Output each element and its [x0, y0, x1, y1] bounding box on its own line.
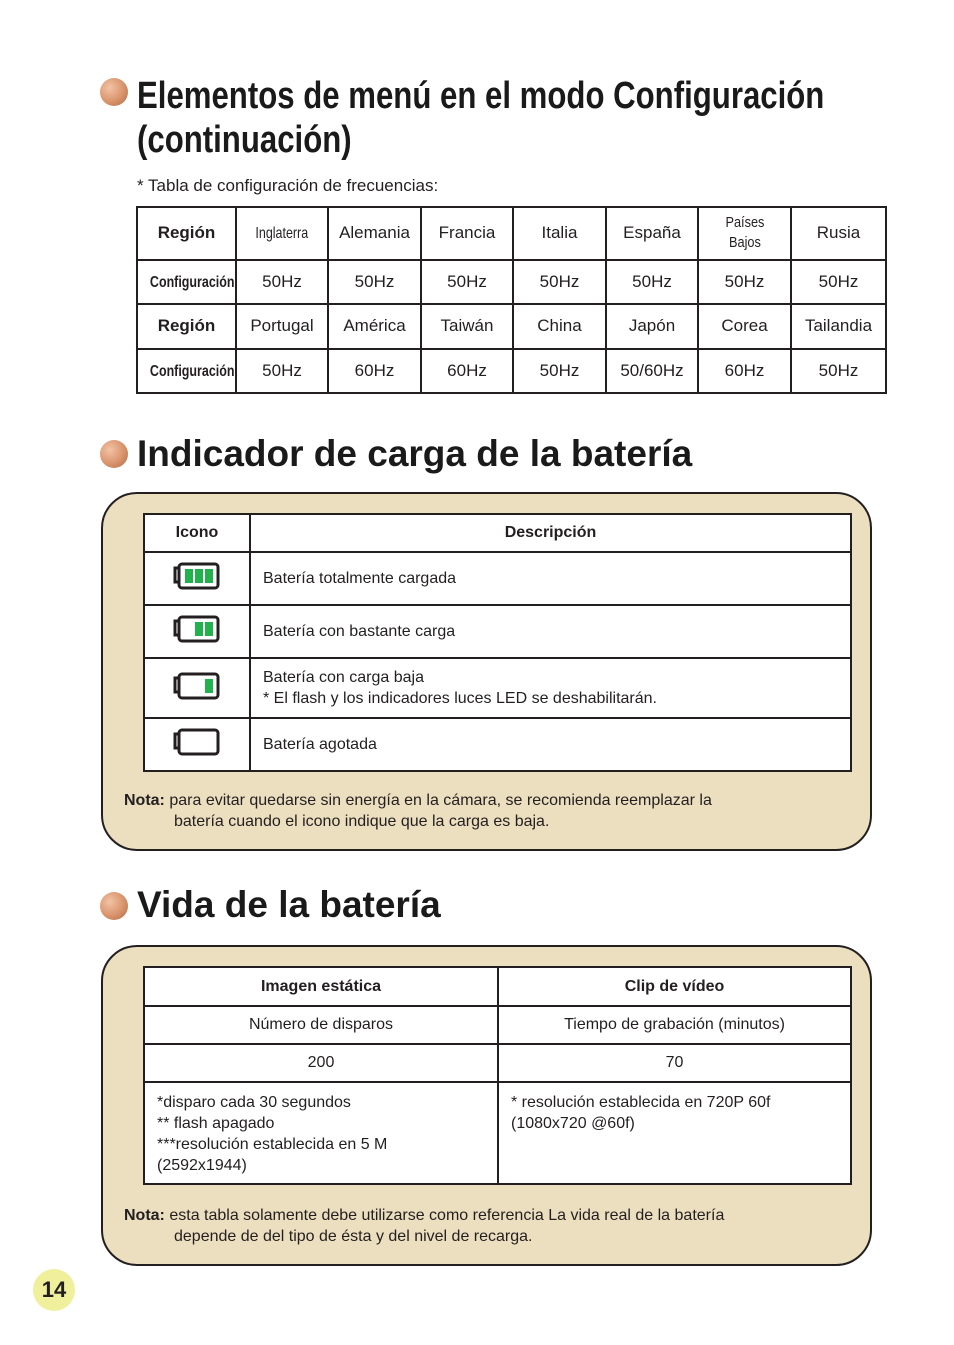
cell-region: China	[513, 304, 606, 348]
cell-region: Francia	[421, 207, 513, 260]
cell-frequency: 50/60Hz	[606, 349, 698, 394]
section2-title: Indicador de carga de la batería	[137, 433, 693, 474]
battery-low-icon	[173, 671, 221, 701]
video-clip-metric: Tiempo de grabación (minutos)	[498, 1006, 851, 1044]
cell-region: Japón	[606, 304, 698, 348]
note-line: ** flash apagado	[157, 1115, 275, 1132]
battery-note	[124, 790, 824, 832]
still-image-notes	[144, 1082, 498, 1184]
section-bullet-icon	[100, 892, 128, 920]
battery-description: Batería con bastante carga	[250, 605, 851, 658]
cell-region: Tailandia	[791, 304, 886, 348]
note-line: (1080x720 @60f)	[511, 1115, 635, 1132]
cell-region: Rusia	[791, 207, 886, 260]
cell-region: España	[606, 207, 698, 260]
battery-description: Batería agotada	[250, 718, 851, 771]
cell-region: Italia	[513, 207, 606, 260]
note-label: Nota:	[124, 792, 165, 809]
still-image-metric: Número de disparos	[144, 1006, 498, 1044]
cell-frequency: 50Hz	[421, 260, 513, 304]
cell-config-label: Configuración	[137, 260, 236, 304]
note-text-line2: depende de del tipo de ésta y del nivel de recarga.	[174, 1228, 533, 1245]
cell-frequency: 50Hz	[513, 260, 606, 304]
cell-region: Portugal	[236, 304, 328, 348]
header-still-image: Imagen estática	[144, 967, 498, 1006]
cell-frequency: 50Hz	[606, 260, 698, 304]
page-number: 14	[33, 1269, 75, 1311]
note-text-line1: para evitar quedarse sin energía en la cámara, se recomienda reemplazar la	[169, 792, 712, 809]
header-icon: Icono	[144, 514, 250, 552]
cell-frequency: 60Hz	[698, 349, 791, 394]
cell-region-label: Región	[137, 207, 236, 260]
section1-title-line2: (continuación)	[137, 119, 352, 161]
battery-row	[144, 605, 851, 658]
battery-empty-icon	[173, 727, 221, 757]
frequency-row-region-2	[137, 304, 886, 348]
video-clip-notes	[498, 1082, 851, 1184]
battery-description	[250, 658, 851, 718]
note-line: ***resolución establecida en 5 M	[157, 1136, 388, 1153]
frequency-row-config-1	[137, 260, 886, 304]
frequency-table	[136, 206, 887, 394]
cell-frequency: 50Hz	[791, 349, 886, 394]
note-line: * resolución establecida en 720P 60f	[511, 1094, 771, 1111]
cell-region: Alemania	[328, 207, 421, 260]
note-line: *disparo cada 30 segundos	[157, 1094, 351, 1111]
section-bullet-icon	[100, 440, 128, 468]
note-label: Nota:	[124, 1207, 165, 1224]
cell-region: Países Bajos	[698, 207, 791, 260]
cell-frequency: 50Hz	[328, 260, 421, 304]
cell-frequency: 50Hz	[236, 260, 328, 304]
battery-row	[144, 552, 851, 605]
cell-region-label: Región	[137, 304, 236, 348]
battery-description: Batería totalmente cargada	[250, 552, 851, 605]
battery-two-bars-icon	[173, 614, 221, 644]
battery-description-line2: * El flash y los indicadores luces LED se deshabilitarán.	[263, 690, 657, 707]
cell-frequency: 50Hz	[236, 349, 328, 394]
still-image-value: 200	[144, 1044, 498, 1082]
cell-frequency: 50Hz	[791, 260, 886, 304]
cell-config-label: Configuración	[137, 349, 236, 394]
frequency-row-region-1	[137, 207, 886, 260]
frequency-row-config-2	[137, 349, 886, 394]
header-video-clip: Clip de vídeo	[498, 967, 851, 1006]
section3-title: Vida de la batería	[137, 884, 441, 925]
cell-region: Inglaterra	[236, 207, 328, 260]
battery-description-line1: Batería con carga baja	[263, 669, 424, 686]
video-clip-value: 70	[498, 1044, 851, 1082]
cell-frequency: 60Hz	[421, 349, 513, 394]
battery-life-table	[143, 966, 852, 1185]
note-text-line1: esta tabla solamente debe utilizarse como referencia La vida real de la batería	[169, 1207, 725, 1224]
cell-region: Taiwán	[421, 304, 513, 348]
battery-row	[144, 658, 851, 718]
cell-frequency: 50Hz	[513, 349, 606, 394]
header-description: Descripción	[250, 514, 851, 552]
battery-indicator-table	[143, 513, 852, 772]
battery-full-icon	[173, 561, 221, 591]
battery-life-note	[124, 1205, 824, 1247]
battery-row	[144, 718, 851, 771]
section-bullet-icon	[100, 78, 128, 106]
note-line: (2592x1944)	[157, 1157, 247, 1174]
cell-frequency: 50Hz	[698, 260, 791, 304]
frequency-table-intro: * Tabla de configuración de frecuencias:	[137, 176, 439, 195]
cell-region: América	[328, 304, 421, 348]
cell-frequency: 60Hz	[328, 349, 421, 394]
cell-region: Corea	[698, 304, 791, 348]
note-text-line2: batería cuando el icono indique que la carga es baja.	[174, 813, 550, 830]
section1-title-line1: Elementos de menú en el modo Configuración	[137, 75, 825, 117]
